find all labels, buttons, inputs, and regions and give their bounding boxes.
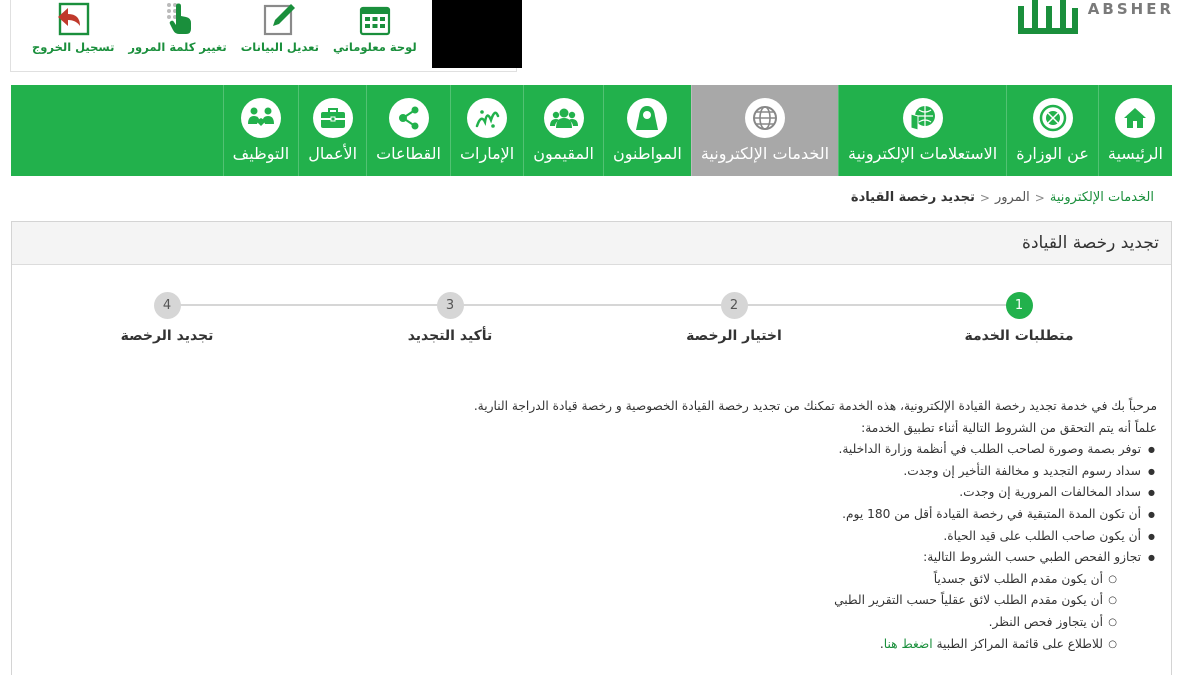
list-item: ● سداد رسوم التجديد و مخالفة التأخير إن وجدت. [337, 461, 1157, 483]
list-item: ○ أن يكون مقدم الطلب لائق جسدياً [337, 569, 1119, 591]
absher-logo-mark-icon [1016, 0, 1080, 36]
stepper-line [166, 304, 1018, 306]
nav-label: الأعمال [308, 144, 358, 163]
breadcrumb-current: تجديد رخصة القيادة [850, 190, 975, 205]
nav-item-home[interactable] [1098, 85, 1172, 176]
globe-icon [745, 98, 785, 138]
account-toolbar [10, 0, 517, 72]
nav-item-e-services[interactable] [691, 85, 838, 176]
list-item-medical-centers [337, 634, 1119, 656]
wizard-stepper [12, 266, 1171, 356]
step-number: 4 [154, 292, 181, 319]
citizen-icon [627, 98, 667, 138]
nav-item-e-inquiries[interactable] [838, 85, 1006, 176]
nav-item-business[interactable] [298, 85, 366, 176]
nav-label: المواطنون [612, 144, 682, 163]
panel-header [12, 222, 1171, 265]
step-renew-license [67, 292, 267, 344]
nav-item-about-ministry[interactable] [1006, 85, 1098, 176]
step-label: متطلبات الخدمة [964, 328, 1074, 344]
breadcrumb-traffic[interactable]: المرور [994, 190, 1030, 205]
ministry-emblem-icon [1033, 98, 1073, 138]
nav-label: التوظيف [232, 144, 290, 163]
step-label: تجديد الرخصة [120, 328, 214, 344]
list-item: ● توفر بصمة وصورة لصاحب الطلب في أنظمة وزارة الداخلية. [337, 439, 1157, 461]
medical-conditions-text: تجازو الفحص الطبي حسب الشروط التالية: [923, 550, 1141, 565]
medical-centers-text: للاطلاع على قائمة المراكز الطبية [936, 636, 1103, 651]
change-password-label: تغيير كلمة المرور [128, 40, 227, 54]
redacted-block [432, 0, 522, 68]
medical-centers-end: . [879, 636, 884, 651]
breadcrumb-e-services[interactable]: الخدمات الإلكترونية [1049, 190, 1154, 205]
step-label: تأكيد التجديد [407, 328, 493, 344]
change-password-button[interactable] [128, 0, 226, 72]
dashboard-label: لوحة معلوماتي [332, 40, 417, 54]
list-item: ● أن تكون المدة المتبقية في رخصة القيادة أقل من 180 يوم. [337, 504, 1157, 526]
nav-item-residents[interactable] [523, 85, 603, 176]
edit-data-label: تعديل البيانات [240, 40, 319, 54]
step-number: 2 [721, 292, 748, 319]
logout-button[interactable] [32, 0, 114, 72]
nav-item-citizens[interactable] [603, 85, 691, 176]
step-number: 3 [437, 292, 464, 319]
breadcrumb-chevron-icon: < [979, 190, 990, 205]
list-item: ● سداد المخالفات المرورية إن وجدت. [337, 482, 1157, 504]
employment-icon [241, 98, 281, 138]
nav-label: عن الوزارة [1016, 144, 1089, 163]
nav-label: المقيمون [533, 144, 594, 163]
briefcase-icon [313, 98, 353, 138]
edit-icon [262, 0, 298, 36]
account-actions [25, 0, 424, 72]
list-item: ● أن يكون صاحب الطلب على قيد الحياة. [337, 526, 1157, 548]
nav-label: الإمارات [459, 144, 515, 163]
nav-item-sectors[interactable] [366, 85, 450, 176]
dashboard-button[interactable] [333, 0, 417, 72]
step-service-requirements [919, 292, 1119, 344]
page-title: تجديد رخصة القيادة [1022, 233, 1159, 253]
logout-icon [55, 0, 91, 36]
step-label: اختيار الرخصة [686, 328, 782, 344]
emirates-icon [467, 98, 507, 138]
home-icon [1115, 98, 1155, 138]
step-number: 1 [1006, 292, 1033, 319]
password-keypad-icon [160, 0, 196, 36]
intro-text: مرحباً بك في خدمة تجديد رخصة القيادة الإلكترونية، هذه الخدمة تمكنك من تجديد رخصة القيادة الخصوصية و رخصة قيادة الدراجة النارية. [473, 399, 1157, 413]
nav-label: القطاعات [376, 144, 441, 163]
nav-label: الاستعلامات الإلكترونية [848, 144, 998, 163]
absher-logo[interactable] [1016, 0, 1174, 40]
conditions-note: علماً أنه يتم التحقق من الشروط التالية أثناء تطبيق الخدمة: [861, 420, 1157, 435]
list-item: ○ أن يكون مقدم الطلب لائق عقلياً حسب التقرير الطبي [337, 590, 1119, 612]
breadcrumb-chevron-icon: < [1034, 190, 1045, 205]
list-item: ○ أن يتجاوز فحص النظر. [337, 612, 1119, 634]
residents-icon [544, 98, 584, 138]
breadcrumb [851, 190, 1154, 205]
edit-data-button[interactable] [241, 0, 319, 72]
main-nav [11, 85, 1172, 176]
medical-centers-link[interactable]: اضغط هنا [883, 636, 933, 651]
step-choose-license [634, 292, 834, 344]
nav-label: الخدمات الإلكترونية [700, 144, 830, 163]
sectors-icon [389, 98, 429, 138]
service-panel [11, 221, 1172, 675]
logout-label: تسجيل الخروج [32, 40, 115, 54]
globe-book-icon [903, 98, 943, 138]
nav-item-employment[interactable] [223, 85, 299, 176]
dashboard-icon [357, 0, 393, 36]
nav-item-emirates[interactable] [450, 85, 523, 176]
step-confirm-renewal [350, 292, 550, 344]
logo-text: ABSHER [1087, 0, 1174, 18]
list-item-medical [337, 547, 1157, 655]
medical-conditions-list [337, 569, 1141, 655]
nav-label: الرئيسية [1107, 144, 1163, 163]
conditions-list [337, 439, 1157, 655]
requirements-content [337, 396, 1157, 655]
